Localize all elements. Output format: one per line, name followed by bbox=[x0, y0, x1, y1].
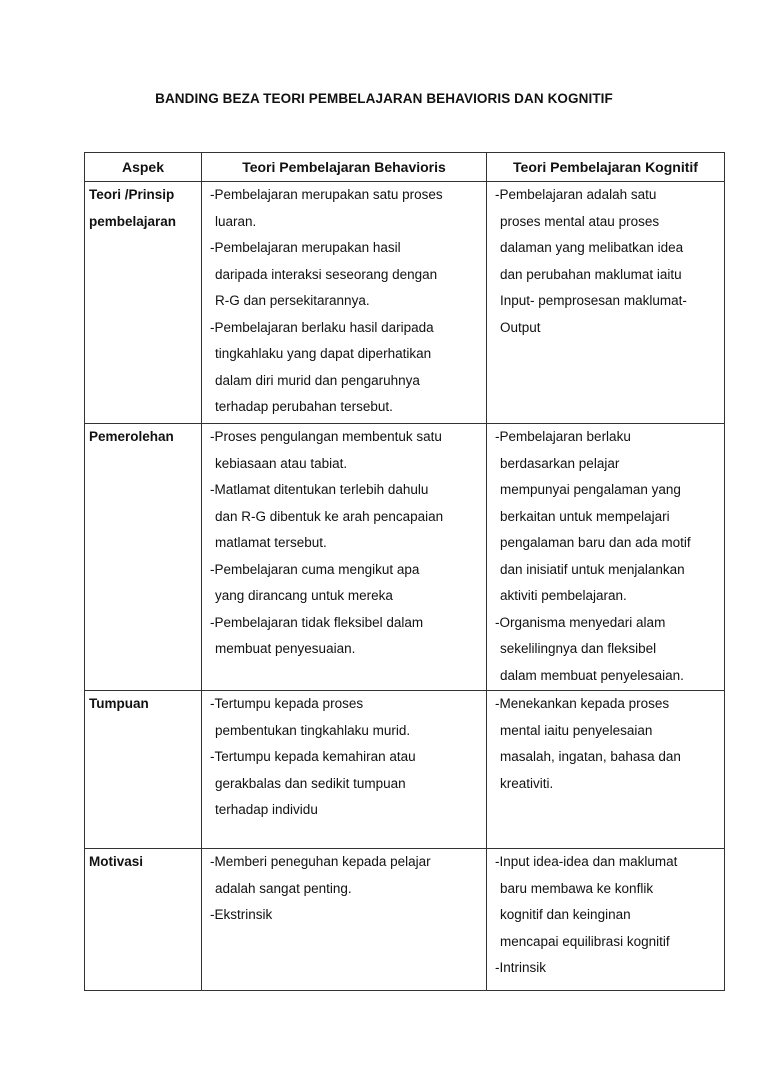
header-behavioris: Teori Pembelajaran Behavioris bbox=[202, 153, 487, 182]
cell-line: adalah sangat penting. bbox=[215, 880, 352, 896]
cell-line: terhadap individu bbox=[215, 802, 318, 817]
cell-line: -Memberi peneguhan kepada pelajar bbox=[210, 854, 431, 869]
cell-line: mempunyai pengalaman yang bbox=[500, 482, 681, 497]
cell-line: yang dirancang untuk mereka bbox=[215, 588, 393, 603]
aspect-line: Motivasi bbox=[89, 854, 144, 869]
cell-line: -Pembelajaran merupakan satu proses bbox=[210, 187, 443, 202]
comparison-table bbox=[84, 152, 725, 991]
cell-line: dan perubahan maklumat iaitu bbox=[500, 266, 682, 282]
cell-line: berdasarkan pelajar bbox=[500, 455, 620, 471]
cell-line: -Tertumpu kepada kemahiran atau bbox=[210, 749, 416, 764]
table-header-row bbox=[85, 153, 725, 182]
cell-line: -Intrinsik bbox=[495, 960, 547, 975]
behavioris-cell bbox=[202, 849, 487, 991]
row-aspect-tumpuan bbox=[85, 691, 202, 849]
kognitif-cell bbox=[487, 424, 725, 691]
document-title: BANDING BEZA TEORI PEMBELAJARAN BEHAVIORIS DAN KOGNITIF bbox=[155, 91, 613, 106]
cell-line: pembentukan tingkahlaku murid. bbox=[215, 722, 411, 738]
cell-line: -Input idea-idea dan maklumat bbox=[495, 854, 678, 869]
cell-line: Output bbox=[500, 319, 541, 335]
cell-line: dalam membuat penyelesaian. bbox=[500, 667, 684, 683]
aspect-line: pembelajaran bbox=[89, 213, 177, 229]
cell-line: -Pembelajaran berlaku hasil daripada bbox=[210, 319, 434, 335]
cell-line: -Organisma menyedari alam bbox=[495, 614, 666, 630]
cell-line: dalam diri murid dan pengaruhnya bbox=[215, 372, 420, 388]
cell-line: mental iaitu penyelesaian bbox=[500, 722, 653, 738]
cell-line: -Matlamat ditentukan terlebih dahulu bbox=[210, 482, 429, 497]
row-aspect-pemerolehan bbox=[85, 424, 202, 691]
cell-line: -Pembelajaran cuma mengikut apa bbox=[210, 561, 420, 577]
cell-line: terhadap perubahan tersebut. bbox=[215, 399, 393, 414]
cell-line: masalah, ingatan, bahasa dan bbox=[500, 749, 681, 764]
aspect-line: Tumpuan bbox=[89, 696, 149, 711]
cell-line: berkaitan untuk mempelajari bbox=[500, 508, 670, 524]
cell-line: aktiviti pembelajaran. bbox=[500, 588, 627, 603]
cell-line: matlamat tersebut. bbox=[215, 535, 327, 550]
table-row bbox=[85, 691, 725, 849]
cell-line: dan R-G dibentuk ke arah pencapaian bbox=[215, 508, 444, 524]
cell-line: R-G dan persekitarannya. bbox=[215, 293, 370, 308]
cell-line: pengalaman baru dan ada motif bbox=[500, 535, 691, 550]
cell-line: tingkahlaku yang dapat diperhatikan bbox=[215, 346, 432, 361]
cell-line: luaran. bbox=[215, 213, 257, 229]
cell-line: -Proses pengulangan membentuk satu bbox=[210, 429, 442, 444]
cell-line: kognitif dan keinginan bbox=[500, 907, 631, 922]
table-row bbox=[85, 849, 725, 991]
header-kognitif: Teori Pembelajaran Kognitif bbox=[487, 153, 725, 182]
cell-line: proses mental atau proses bbox=[500, 213, 660, 229]
cell-line: baru membawa ke konflik bbox=[500, 880, 654, 896]
cell-line: dalaman yang melibatkan idea bbox=[500, 240, 684, 255]
cell-line: -Pembelajaran adalah satu bbox=[495, 187, 657, 202]
cell-line: membuat penyesuaian. bbox=[215, 641, 356, 656]
kognitif-cell bbox=[487, 849, 725, 991]
cell-line: kreativiti. bbox=[500, 775, 554, 791]
behavioris-cell bbox=[202, 691, 487, 849]
cell-line: -Tertumpu kepada proses bbox=[210, 696, 364, 711]
header-aspek: Aspek bbox=[85, 153, 202, 182]
cell-line: sekelilingnya dan fleksibel bbox=[500, 641, 657, 656]
table-row bbox=[85, 182, 725, 424]
cell-line: -Ekstrinsik bbox=[210, 907, 273, 922]
kognitif-cell bbox=[487, 182, 725, 424]
cell-line: kebiasaan atau tabiat. bbox=[215, 455, 348, 471]
cell-line: dan inisiatif untuk menjalankan bbox=[500, 561, 685, 577]
aspect-line: Pemerolehan bbox=[89, 429, 174, 444]
kognitif-cell bbox=[487, 691, 725, 849]
cell-line: -Pembelajaran tidak fleksibel dalam bbox=[210, 614, 424, 630]
cell-line: -Pembelajaran berlaku bbox=[495, 429, 631, 444]
row-aspect-teori-prinsip bbox=[85, 182, 202, 424]
cell-line: daripada interaksi seseorang dengan bbox=[215, 266, 438, 282]
cell-line: Input- pemprosesan maklumat- bbox=[500, 293, 687, 308]
cell-line: gerakbalas dan sedikit tumpuan bbox=[215, 775, 406, 791]
behavioris-cell bbox=[202, 424, 487, 691]
cell-line: mencapai equilibrasi kognitif bbox=[500, 933, 670, 949]
table-row bbox=[85, 424, 725, 691]
row-aspect-motivasi bbox=[85, 849, 202, 991]
cell-line: -Menekankan kepada proses bbox=[495, 696, 670, 711]
aspect-line: Teori /Prinsip bbox=[89, 187, 175, 202]
cell-line: -Pembelajaran merupakan hasil bbox=[210, 240, 401, 255]
behavioris-cell bbox=[202, 182, 487, 424]
